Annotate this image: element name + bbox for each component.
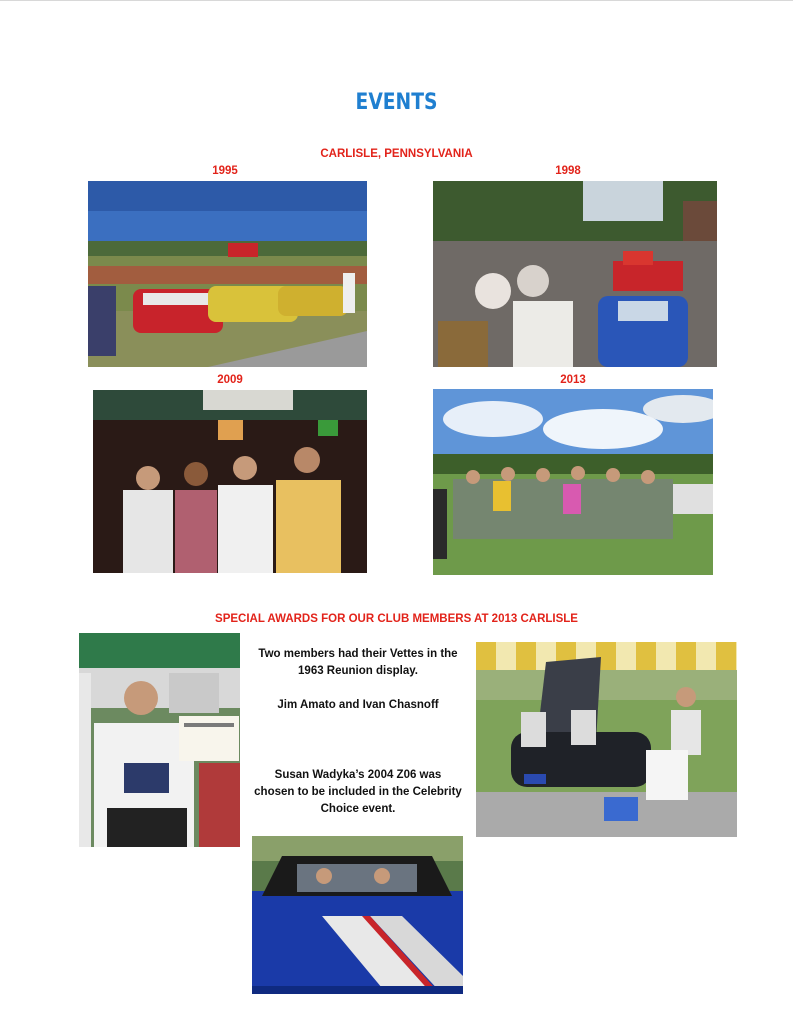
year-label-1998: 1998 [555, 165, 581, 177]
photo-award-1963-reunion-corvette [476, 642, 737, 837]
photo-1998-crowd [433, 181, 717, 367]
photo-celebrity-choice-corvette [252, 836, 463, 994]
top-border [0, 0, 793, 1]
photo-2009-group [93, 390, 367, 573]
photo-award-member-certificate [79, 633, 240, 847]
page-title: EVENTS [355, 90, 438, 115]
location-heading: CARLISLE, PENNSYLVANIA [320, 148, 473, 160]
photo-1995-corvette-lineup [88, 181, 367, 367]
year-label-2013: 2013 [560, 374, 586, 386]
year-label-2009: 2009 [217, 374, 243, 386]
caption-celebrity: Susan Wadyka’s 2004 Z06 was chosen to be included in the Celebrity Choice event. [254, 769, 462, 815]
photo-2013-group [433, 389, 713, 575]
caption-reunion: Two members had their Vettes in the 1963 Reunion display. [258, 648, 458, 677]
awards-heading: SPECIAL AWARDS FOR OUR CLUB MEMBERS AT 2013 CARLISLE [215, 613, 578, 625]
caption-names: Jim Amato and Ivan Chasnoff [277, 699, 439, 711]
year-label-1995: 1995 [212, 165, 238, 177]
